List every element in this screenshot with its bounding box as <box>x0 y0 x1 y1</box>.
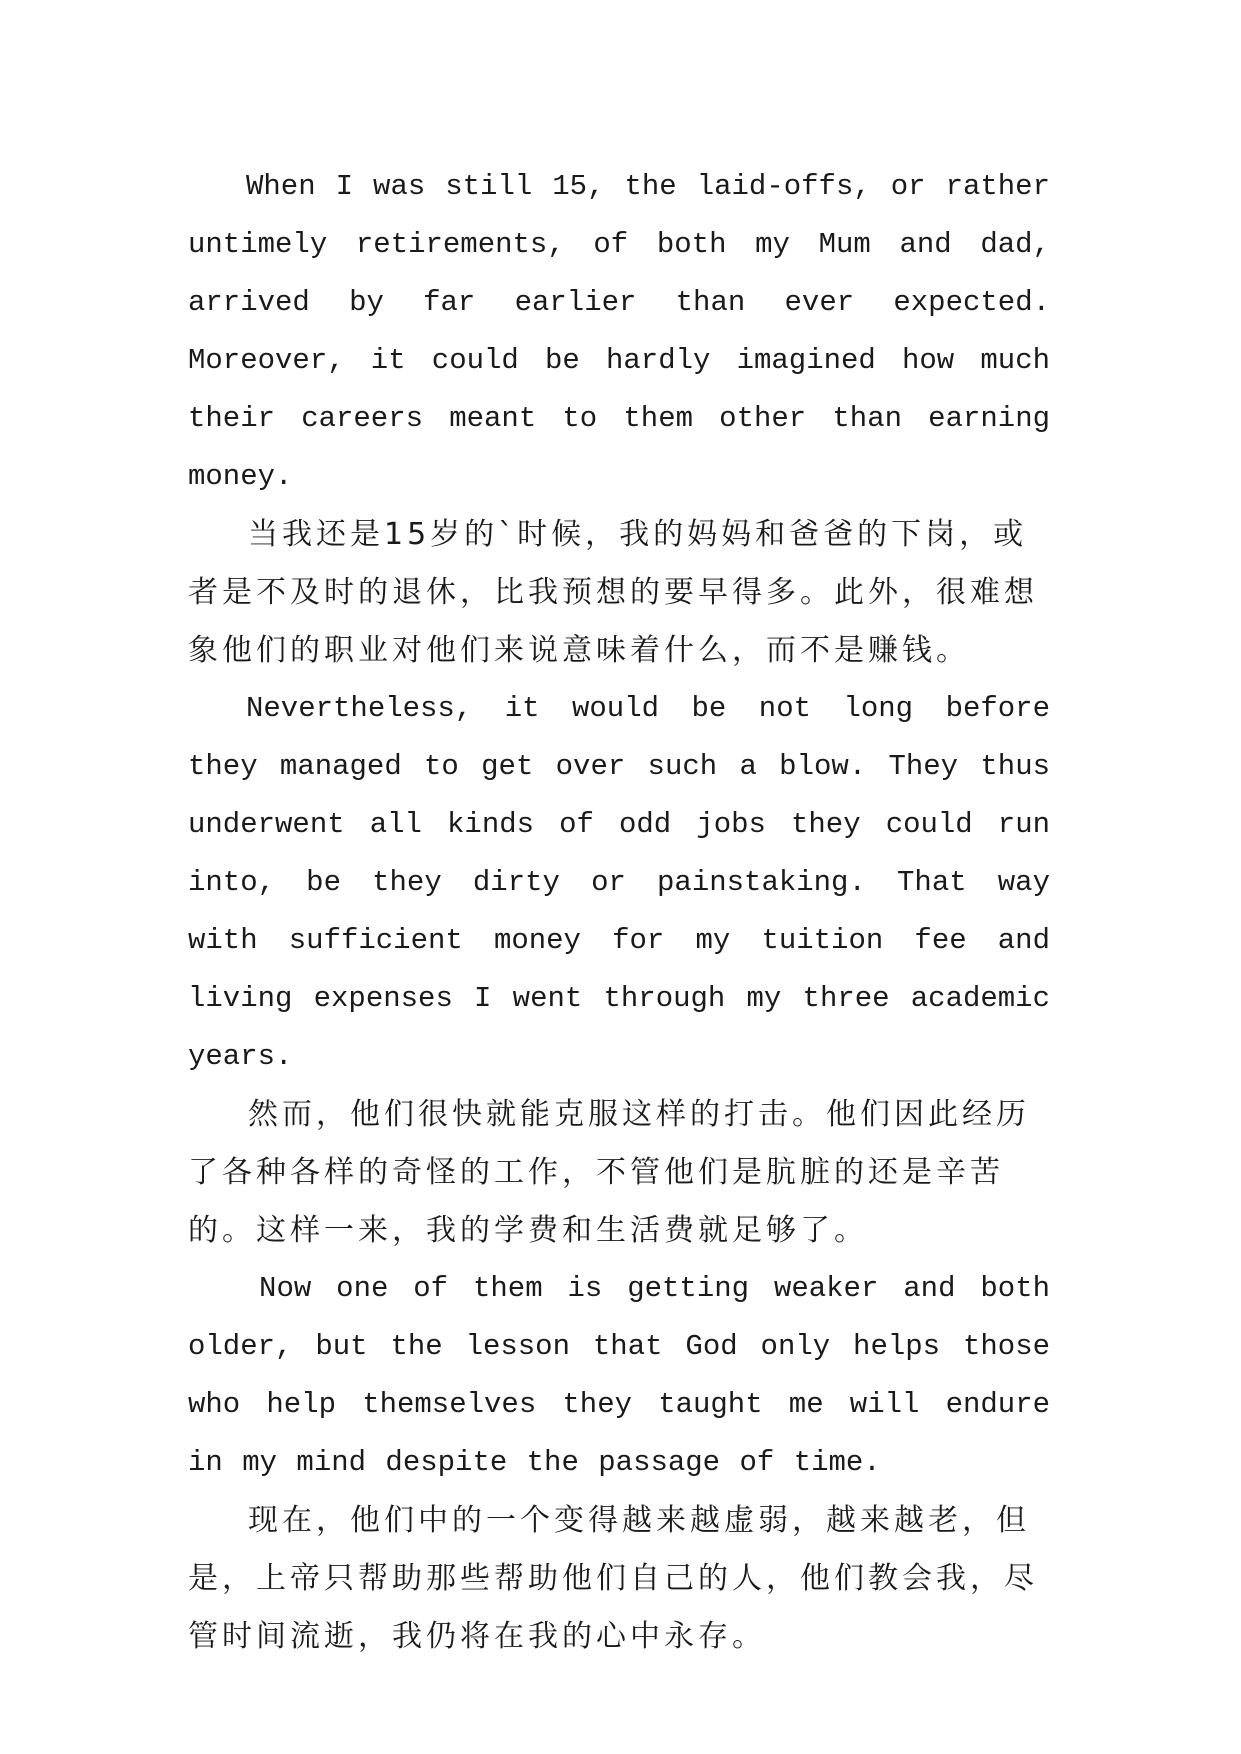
paragraph-english-1: When I was still 15, the laid-offs, or rather untimely retirements, of both my Mum and dad, arrived by far earlier than ever expected. Moreover, it could be hardly imagined how much their careers meant to them other than earning money. <box>188 170 1050 493</box>
document-body <box>188 158 1050 1666</box>
paragraph-chinese-1: 当我还是15岁的`时候，我的妈妈和爸爸的下岗，或者是不及时的退休，比我预想的要早得多。此外，很难想象他们的职业对他们来说意味着什么，而不是赚钱。 <box>188 517 1038 668</box>
paragraph-english-3: Now one of them is getting weaker and both older, but the lesson that God only helps those who help themselves they taught me will endure in my mind despite the passage of time. <box>188 1272 1050 1479</box>
paragraph-chinese-3: 现在，他们中的一个变得越来越虚弱，越来越老，但是，上帝只帮助那些帮助他们自己的人，他们教会我，尽管时间流逝，我仍将在我的心中永存。 <box>188 1503 1038 1654</box>
paragraph-english-2: Nevertheless, it would be not long before they managed to get over such a blow. They thus underwent all kinds of odd jobs they could run into, be they dirty or painstaking. That way with sufficient money for my tuition fee and living expenses I went through my three academic years. <box>188 692 1050 1073</box>
paragraph-chinese-2: 然而，他们很快就能克服这样的打击。他们因此经历了各种各样的奇怪的工作，不管他们是肮脏的还是辛苦的。这样一来，我的学费和生活费就足够了。 <box>188 1097 1030 1248</box>
